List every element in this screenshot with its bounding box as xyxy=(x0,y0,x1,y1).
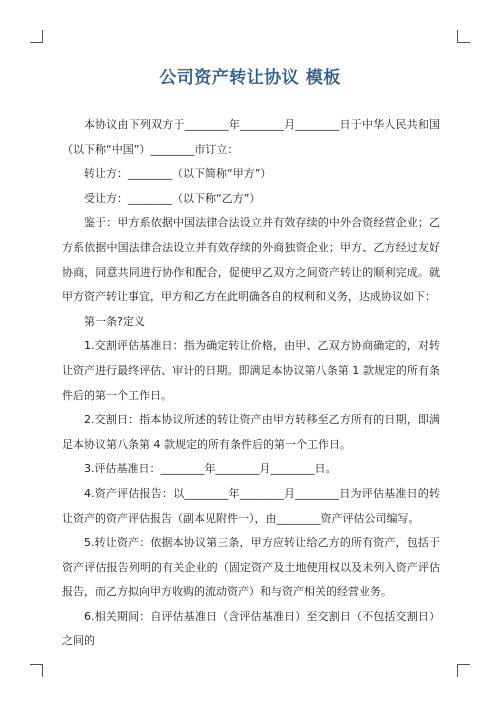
crop-mark-top-right xyxy=(457,30,470,43)
paragraph-definition-4: 4.资产评估报告：以________年________月________日为评估基准日的转让资产的资产评估报告（副本见附件一），由________资产评估公司编写。 xyxy=(62,486,440,525)
paragraph-definition-3: 3.评估基准日：________年________月________日。 xyxy=(84,462,337,476)
document-title: 公司资产转让协议 模板 xyxy=(159,68,341,88)
paragraph-definition-1: 1.交割评估基准日：指为确定转让价格，由甲、乙双方协商确定的，对转让资产进行最终评估、审计的日期。即满足本协议第八条第 1 款规定的所有条件后的第一个工作日。 xyxy=(62,339,440,402)
crop-mark-bottom-right xyxy=(457,664,470,677)
paragraph-definition-5: 5.转让资产：依据本协议第三条，甲方应转让给乙方的所有资产，包括于资产评估报告列明的有关企业的（固定资产及土地使用权以及未列入资产评估报告，而乙方拟向甲方收购的流动资产）和与资产相关的经营业务。 xyxy=(62,536,440,599)
paragraph-transferee: 受让方：________（以下称“乙方”） xyxy=(84,191,261,205)
paragraph-transferor: 转让方：________（以下简称“甲方”） xyxy=(84,167,272,181)
document-body xyxy=(62,113,440,654)
paragraph-definition-6: 6.相关期间：自评估基准日（含评估基准日）至交割日（不包括交割日）之间的 xyxy=(62,609,440,648)
paragraph-definition-2: 2.交割日：指本协议所述的转让资产由甲方转移至乙方所有的日期，即满足本协议第八条第 4 款规定的所有条件后的第一个工作日。 xyxy=(62,413,440,451)
paragraph-recitals: 鉴于：甲方系依据中国法律合法设立并有效存续的中外合资经营企业；乙方系依据中国法律合法设立并有效存续的外商独资企业；甲方、乙方经过友好协商，同意共同进行协作和配合，促使甲乙双方之间资产转让的顺利完成。就甲方资产转让事宜，甲方和乙方在此明确各自的权利和义务，达成协议如下： xyxy=(62,216,440,304)
crop-mark-bottom-left xyxy=(30,664,43,677)
paragraph-preamble: 本协议由下列双方于________年________月________日于中华人民共和国（以下称“中国”）________市订立： xyxy=(62,118,440,156)
section-heading-definitions: 第一条?定义 xyxy=(84,314,145,328)
crop-mark-top-left xyxy=(30,30,43,43)
